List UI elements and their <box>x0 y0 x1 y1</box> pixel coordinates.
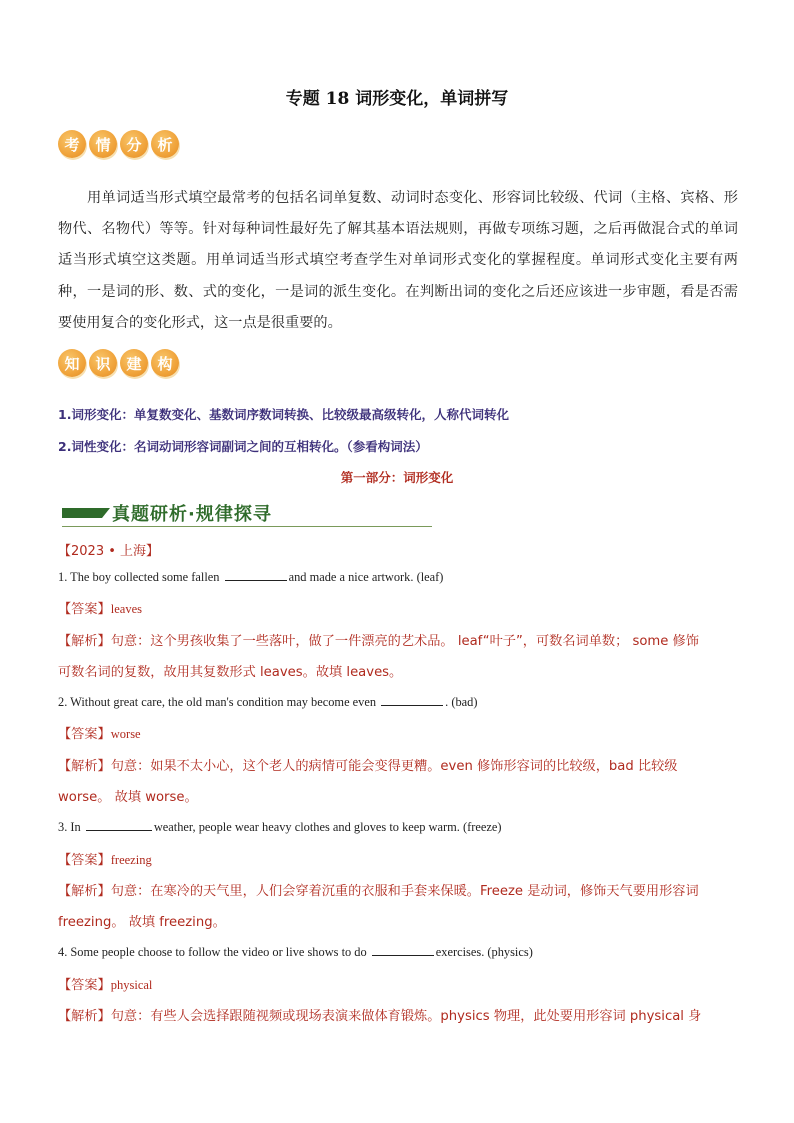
answer-tag: 【答案】 <box>58 727 111 742</box>
question-2 <box>58 693 740 710</box>
question-text: weather, people wear heavy clothes and gloves to keep warm. (freeze) <box>153 820 502 834</box>
badge-char: 识 <box>89 349 117 377</box>
section-banner <box>62 498 432 527</box>
explanation-text: 句意：在寒冷的天气里，人们会穿着沉重的衣服和手套来保暖。Freeze 是动词，修饰天气要用形容词 <box>110 884 699 899</box>
answer-blank <box>86 818 152 831</box>
answer-tag: 【答案】 <box>58 602 111 617</box>
badge-char: 建 <box>120 349 148 377</box>
analysis-badge <box>58 130 179 158</box>
answer-2 <box>58 723 740 742</box>
answer-4 <box>58 974 740 993</box>
explanation-text: 句意：如果不太小心，这个老人的病情可能会变得更糟。even 修饰形容词的比较级，bad 比较级 <box>110 759 678 774</box>
badge-char: 考 <box>58 130 86 158</box>
question-source: 【2023 • 上海】 <box>58 544 160 559</box>
explanation-4 <box>58 1005 740 1024</box>
question-text: . (bad) <box>445 695 478 709</box>
question-text: exercises. (physics) <box>435 945 533 959</box>
knowledge-point: 2.词性变化：名词动词形容词副词之间的互相转化。（参看构词法） <box>58 439 428 454</box>
explanation-2 <box>58 755 740 774</box>
answer-1 <box>58 598 740 617</box>
answer-value: leaves <box>110 602 142 616</box>
badge-char: 知 <box>58 349 86 377</box>
answer-tag: 【答案】 <box>58 853 111 868</box>
badge-char: 情 <box>89 130 117 158</box>
answer-value: worse <box>110 727 141 741</box>
badge-char: 构 <box>151 349 179 377</box>
section-banner-label: 真题研析·规律探寻 <box>112 504 272 525</box>
badge-char: 析 <box>151 130 179 158</box>
banner-bar-tip <box>102 508 110 518</box>
answer-3 <box>58 849 740 868</box>
explanation-tag: 【解析】 <box>58 759 111 774</box>
question-1 <box>58 568 740 585</box>
knowledge-badge <box>58 349 179 377</box>
answer-blank <box>225 568 287 581</box>
question-text: 3. In <box>58 820 84 834</box>
question-text: 4. Some people choose to follow the video or live shows to do <box>58 945 370 959</box>
answer-value: freezing <box>110 853 152 867</box>
explanation-tag: 【解析】 <box>58 634 111 649</box>
question-text: 1. The boy collected some fallen <box>58 570 223 584</box>
answer-value: physical <box>110 978 153 992</box>
explanation-tag: 【解析】 <box>58 884 111 899</box>
answer-blank <box>372 943 434 956</box>
explanation-text: 句意：这个男孩收集了一些落叶，做了一件漂亮的艺术品。 leaf“叶子”，可数名词单数； some 修饰 <box>110 634 699 649</box>
question-3 <box>58 818 740 835</box>
question-text: 2. Without great care, the old man's condition may become even <box>58 695 380 709</box>
part-title: 第一部分：词形变化 <box>340 470 454 485</box>
answer-blank <box>381 693 443 706</box>
explanation-text: 句意：有些人会选择跟随视频或现场表演来做体育锻炼。physics 物理，此处要用形容词 physical 身 <box>110 1009 702 1024</box>
question-text: and made a nice artwork. (leaf) <box>288 570 444 584</box>
banner-bar-decoration <box>62 508 102 518</box>
explanation-2-cont: worse。 故填 worse。 <box>58 790 198 805</box>
explanation-1-cont: 可数名词的复数，故用其复数形式 leaves。故填 leaves。 <box>58 665 403 680</box>
explanation-1 <box>58 630 740 649</box>
question-4 <box>58 943 740 960</box>
explanation-tag: 【解析】 <box>58 1009 111 1024</box>
knowledge-point: 1.词形变化：单复数变化、基数词序数词转换、比较级最高级转化，人称代词转化 <box>58 407 509 422</box>
page-title: 专题 18 词形变化，单词拼写 <box>285 89 509 109</box>
badge-char: 分 <box>120 130 148 158</box>
explanation-3-cont: freezing。 故填 freezing。 <box>58 915 226 930</box>
explanation-3 <box>58 880 740 899</box>
answer-tag: 【答案】 <box>58 978 111 993</box>
intro-paragraph: 用单词适当形式填空最常考的包括名词单复数、动词时态变化、形容词比较级、代词（主格、宾格、形物代、名物代）等等。针对每种词性最好先了解其基本语法规则，再做专项练习题，之后再做混合式的单词适当形式填空这类题。用单词适当形式填空考查学生对单词形式变化的掌握程度。单词形式变化主要有两种，一是词的形、数、式的变化，一是词的派生变化。在判断出词的变化之后还应该进一步审题，看是否需要使用复合的变化形式，这一点是很重要的。 <box>58 190 738 331</box>
